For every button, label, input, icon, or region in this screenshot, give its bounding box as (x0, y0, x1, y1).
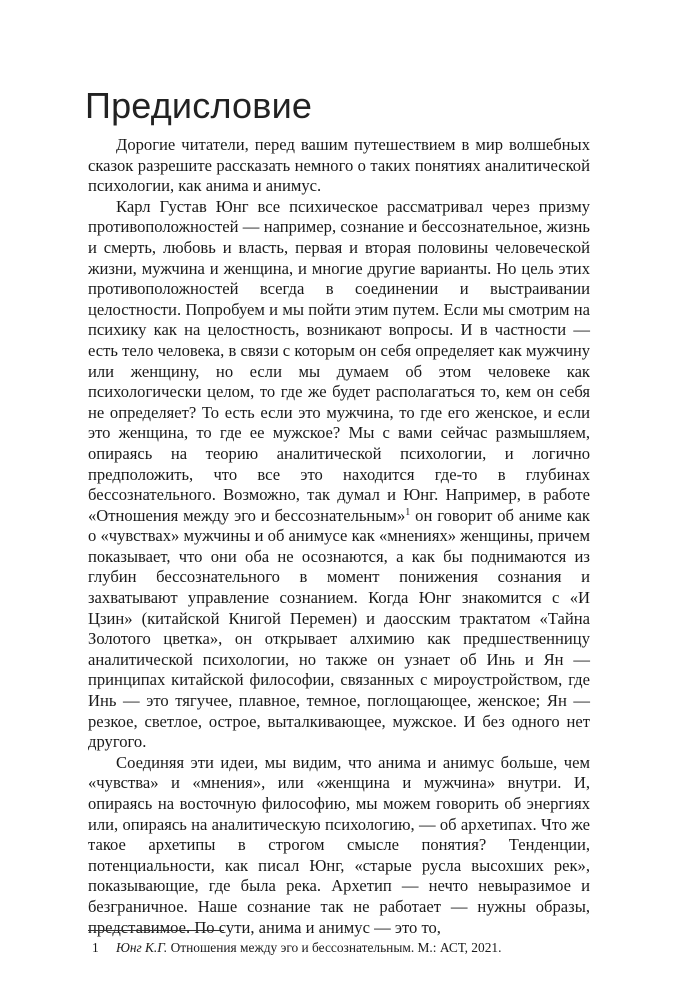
paragraph-text: Соединяя эти идеи, мы видим, что анима и анимус больше, чем «чувства» и «мнения», или «женщина и мужчина» внутри. И, опираясь на восточную философию, мы можем говорить об энергиях или, опираясь на аналитическую психологию, — об архетипах. Что же такое архетипы в строгом смысле понятия? Тенденции, потенциальности, как писал Юнг, «старые русла высохших рек», показывающие, где была река. Архетип — нечто невыразимое и безграничное. Наше сознание так не работает — нужны образы, представимое. По сути, анима и анимус — это то, (88, 752, 590, 937)
paragraph (88, 753, 590, 938)
footnote-number: 1 (92, 940, 99, 955)
paragraph (88, 135, 590, 197)
footnote-reference[interactable]: 1 (405, 506, 411, 518)
paragraph-text: Карл Густав Юнг все психическое рассматривал через призму противоположностей — например, сознание и бессознательное, жизнь и смерть, любовь и власть, первая и вторая половины человеческой жизни, мужчина и женщина, и многие другие варианты. Но цель этих противоположностей всегда в соединении и выстраивании целостности. Попробуем и мы пойти этим путем. Если мы смотрим на психику как на целостность, возникают вопросы. И в частности — есть тело человека, в связи с которым он себя определяет как мужчину или женщину, но если мы думаем об этом человеке как психологически целом, то где же будет располагаться то, кем он себя не определяет? То есть если это мужчина, то где его женское, и если это женщина, то где ее мужское? Мы с вами сейчас размышляем, опираясь на теорию аналитической психологии, и логично предположить, что все это находится где-то в глубинах бессознательного. Возможно, так думал и Юнг. Например, в работе «Отношения между эго и бессознательным» (88, 196, 590, 525)
footnote (88, 940, 590, 956)
footnote-text: Отношения между эго и бессознательным. М.: АСТ, 2021. (167, 940, 502, 955)
paragraph-text: он говорит об аниме как о «чувствах» мужчины и об анимусе как «мнениях» женщины, причем показывает, что они оба не осознаются, а как бы поднимаются из глубин бессознательного в момент понижения сознания и захватывают управление сознанием. Когда Юнг знакомится с «И Цзин» (китайской Книгой Перемен) и даосским трактатом «Тайна Золотого цветка», он открывает алхимию как предшественницу аналитической психологии, но также он узнает об Инь и Ян — принципах китайской философии, связанных с мироустройством, где Инь — это тягучее, плавное, темное, поглощающее, женское; Ян — резкое, светлое, острое, выталкивающее, мужское. И без одного нет другого. (88, 505, 590, 752)
footnote-author: Юнг К.Г. (116, 940, 168, 955)
page-content (85, 85, 590, 938)
body-text (88, 135, 590, 938)
page-title: Предисловие (85, 85, 313, 126)
paragraph-text: Дорогие читатели, перед вашим путешествием в мир волшебных сказок разрешите рассказать немного о таких понятиях аналитической психологии, как анима и анимус. (88, 135, 590, 196)
paragraph (88, 197, 590, 753)
footnote-divider (88, 930, 224, 931)
